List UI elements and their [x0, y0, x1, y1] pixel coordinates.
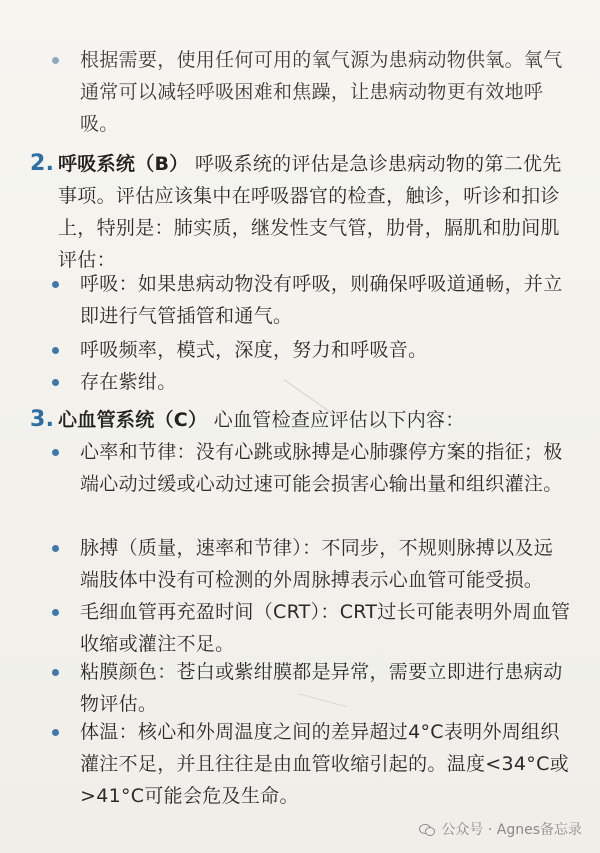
section-heading: 心血管系统（C）	[58, 409, 208, 431]
intro-bullet	[52, 44, 572, 140]
list-item	[52, 268, 572, 332]
section-intro: 呼吸系统的评估是急诊患病动物的第二优先事项。评估应该集中在呼吸器官的检查，触诊，听诊和扣诊上，特别是：肺实质，继发性支气管，肋骨，膈肌和肋间肌评估：	[58, 153, 562, 271]
bullet-dot	[52, 545, 59, 552]
list-item-text: 粘膜颜色：苍白或紫绀膜都是异常，需要立即进行患病动物评估。	[80, 661, 563, 715]
section-number: 3.	[30, 407, 55, 432]
section-intro: 心血管检查应评估以下内容：	[213, 409, 465, 431]
list-item	[52, 436, 572, 500]
list-item-text: 存在紫绀。	[80, 371, 177, 393]
list-item-text: 心率和节律：没有心跳或脉搏是心肺骤停方案的指征；极端心动过缓或心动过速可能会损害心输出量和组织灌注。	[80, 441, 563, 495]
list-item-text: 体温：核心和外周温度之间的差异超过4°C表明外周组织灌注不足，并且往往是由血管收缩引起的。温度<34°C或>41°C可能会危及生命。	[80, 721, 569, 807]
section-heading: 呼吸系统（B）	[58, 153, 189, 175]
section-number: 2.	[30, 151, 55, 176]
list-item	[52, 366, 572, 398]
watermark	[419, 819, 582, 839]
list-item	[52, 334, 572, 366]
intro-bullet-text: 根据需要，使用任何可用的氧气源为患病动物供氧。氧气通常可以减轻呼吸困难和焦躁，让患病动物更有效地呼吸。	[80, 49, 563, 135]
section-respiratory	[30, 148, 570, 276]
list-item-text: 呼吸频率，模式，深度，努力和呼吸音。	[80, 339, 428, 361]
list-item	[52, 716, 572, 812]
list-item-text: 脉搏（质量，速率和节律）：不同步，不规则脉搏以及远端肢体中没有可检测的外周脉搏表示心血管可能受损。	[80, 537, 554, 591]
list-item	[52, 656, 572, 720]
bullet-dot	[52, 57, 59, 64]
watermark-text: 公众号 · Agnes备忘录	[441, 822, 582, 838]
bullet-dot	[52, 379, 59, 386]
bullet-dot	[52, 669, 59, 676]
bullet-dot	[52, 449, 59, 456]
bullet-dot	[52, 281, 59, 288]
list-item-text: 呼吸：如果患病动物没有呼吸，则确保呼吸道通畅，并立即进行气管插管和通气。	[80, 273, 563, 327]
list-item-text: 毛细血管再充盈时间（CRT）：CRT过长可能表明外周血管收缩或灌注不足。	[80, 601, 571, 655]
bullet-dot	[52, 609, 59, 616]
bullet-dot	[52, 347, 59, 354]
wechat-icon	[419, 823, 435, 835]
bullet-dot	[52, 729, 59, 736]
list-item	[52, 532, 572, 596]
section-cardiovascular	[30, 404, 570, 436]
list-item	[52, 596, 572, 660]
